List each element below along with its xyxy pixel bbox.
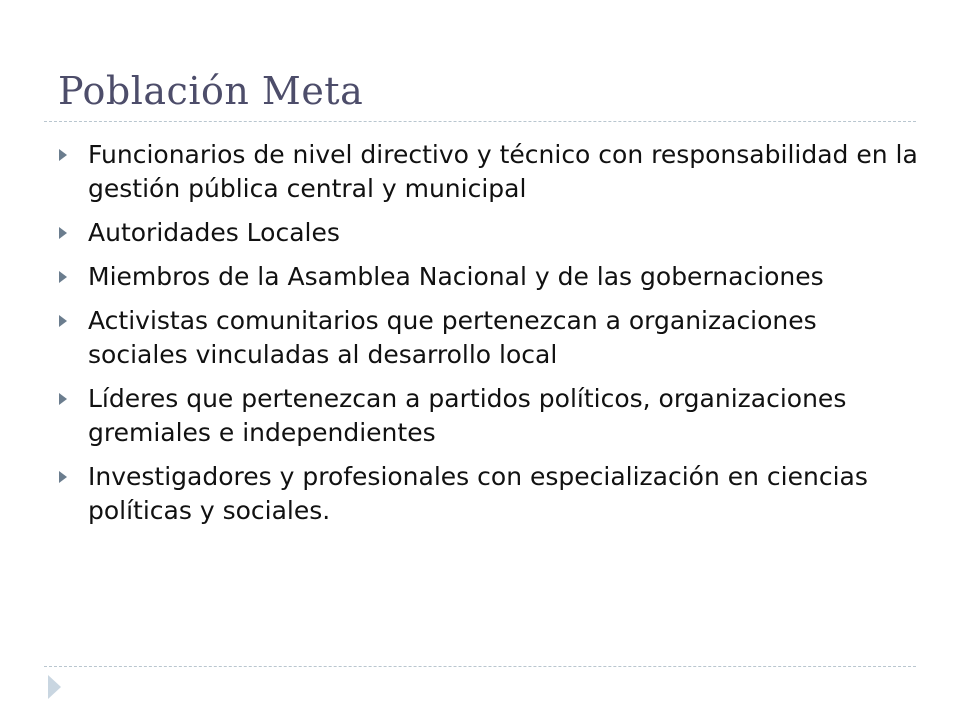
triangle-right-icon [59,471,67,483]
slide-title: Población Meta [58,69,364,113]
bullet-text: Líderes que pertenezcan a partidos políticos, organizaciones gremiales e independientes [88,384,847,447]
title-divider [44,121,916,122]
bullet-text: Investigadores y profesionales con especialización en ciencias políticas y sociales. [88,462,868,525]
bullet-text: Miembros de la Asamblea Nacional y de las gobernaciones [88,262,824,291]
chevron-right-icon [48,675,61,699]
bullet-list [50,138,920,538]
triangle-right-icon [59,393,67,405]
triangle-right-icon [59,227,67,239]
bullet-item [50,216,920,250]
footer-divider [44,666,916,667]
triangle-right-icon [59,149,67,161]
bullet-item [50,138,920,206]
bullet-text: Activistas comunitarios que pertenezcan a organizaciones sociales vinculadas al desarrollo local [88,306,817,369]
bullet-item [50,260,920,294]
triangle-right-icon [59,271,67,283]
bullet-text: Autoridades Locales [88,218,340,247]
bullet-item [50,382,920,450]
bullet-text: Funcionarios de nivel directivo y técnico con responsabilidad en la gestión pública central y municipal [88,140,918,203]
bullet-item [50,460,920,528]
triangle-right-icon [59,315,67,327]
bullet-item [50,304,920,372]
